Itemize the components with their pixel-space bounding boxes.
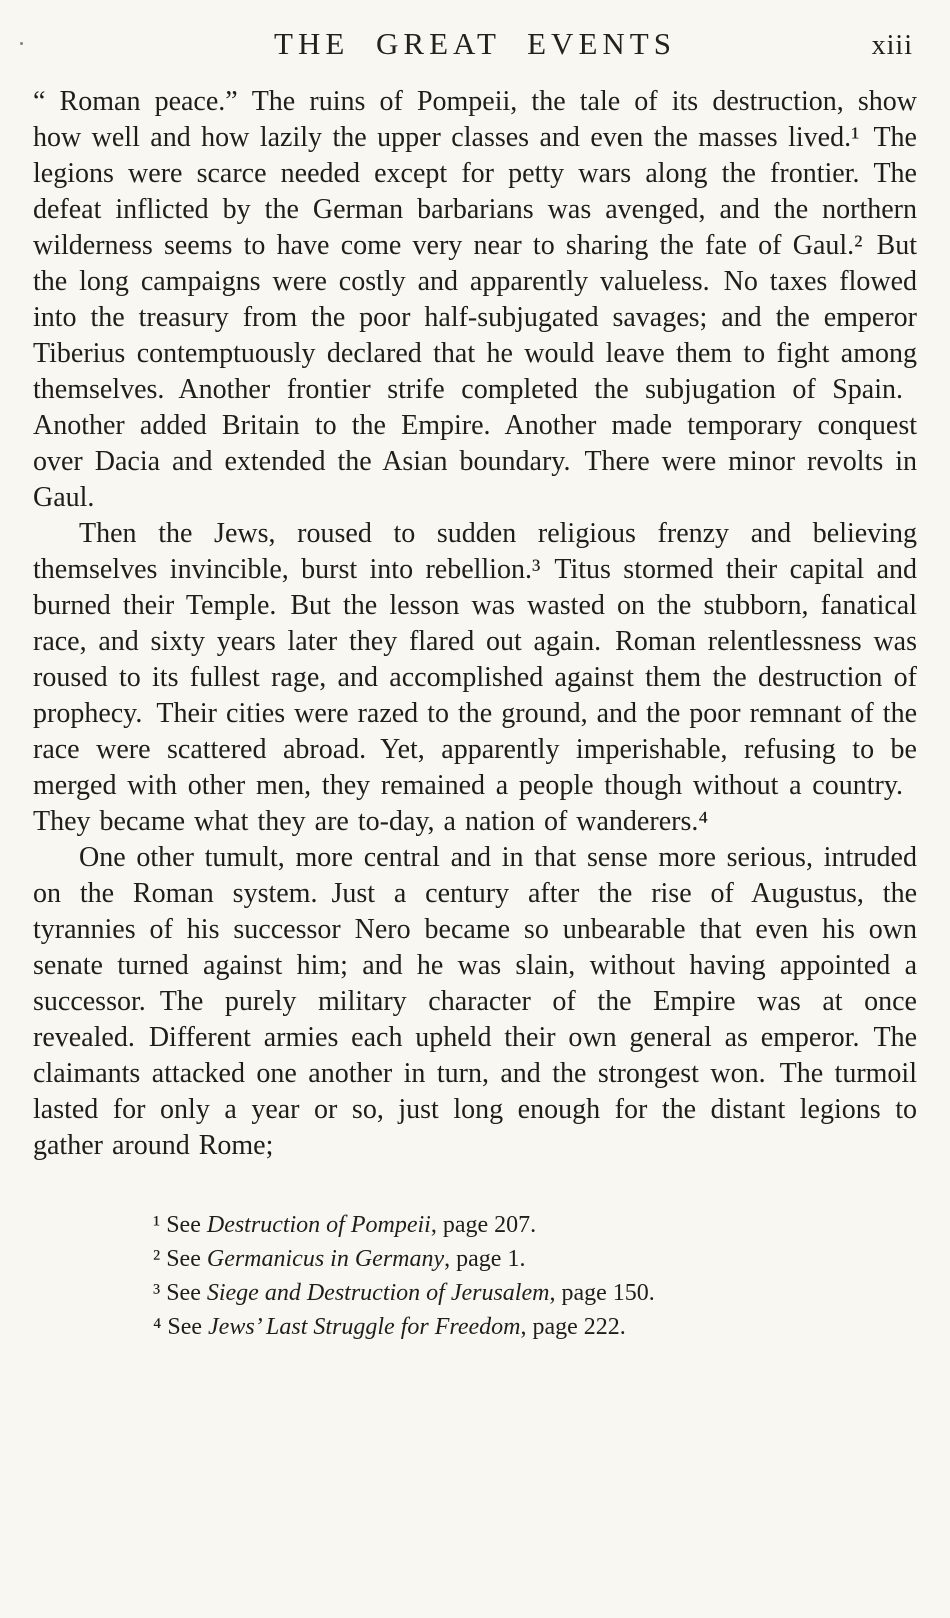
footnote-1 [153,1208,917,1242]
page-header [33,26,917,74]
footnote-prefix: See [166,1280,207,1306]
paragraph-nero-tumult: One other tumult, more central and in that sense more serious, intruded on the Roman system. Just a century after the rise of Augustus, the tyrannies of his successor Nero became so unbearable that even his own senate turned against him; and he was slain, without having appointed a successor. The purely military character of the Empire was at once revealed. Different armies each upheld their own general as emperor. The claimants attacked one another in turn, and the strongest won. The turmoil lasted for only a year or so, just long enough for the distant legions to gather around Rome; [33,842,917,1161]
footnote-2 [153,1242,917,1276]
footnote-suffix: , page 222. [520,1314,626,1340]
footnote-marker: ¹ [153,1212,167,1238]
footnotes-section [33,1208,917,1344]
print-artifact-dot [20,42,23,45]
footnote-marker: ² [153,1246,167,1272]
footnote-prefix: See [166,1246,207,1272]
body-text [33,84,917,1164]
footnote-suffix: , page 207. [430,1212,537,1238]
footnote-4 [153,1310,917,1344]
footnote-suffix: , page 1. [444,1246,526,1272]
running-title: THE GREAT EVENTS [274,26,676,61]
footnote-prefix: See [167,1314,209,1340]
page-number: xiii [871,30,913,61]
footnote-book-title: Germanicus in Germany [206,1246,445,1272]
paragraph-jewish-revolt: Then the Jews, roused to sudden religious frenzy and believing themselves invincible, burst into rebellion.³ Titus stormed their capital and burned their Temple. But the lesson was wasted on the stubborn, fanatical race, and sixty years later they flared out again. Roman relentlessness was roused to its fullest rage, and accomplished against them the destruction of prophecy. Their cities were razed to the ground, and the poor remnant of the race were scattered abroad. Yet, apparently imperishable, refusing to be merged with other men, they remained a people though without a country. They became what they are to-day, a nation of wanderers.⁴ [33,518,917,837]
paragraph-roman-peace: “ Roman peace.” The ruins of Pompeii, the tale of its destruction, show how well and how lazily the upper classes and even the masses lived.¹ The legions were scarce needed except for petty wars along the frontier. The defeat inflicted by the German barbarians was avenged, and the northern wilderness seems to have come very near to sharing the fate of Gaul.² But the long campaigns were costly and apparently valueless. No taxes flowed into the treasury from the poor half-subjugated savages; and the emperor Tiberius contemptuously declared that he would leave them to fight among themselves. Another frontier strife completed the subjugation of Spain. Another added Britain to the Empire. Another made temporary conquest over Dacia and extended the Asian boundary. There were minor revolts in Gaul. [33,86,917,513]
footnote-suffix: , page 150. [549,1280,655,1306]
footnote-marker: ⁴ [153,1314,168,1340]
footnote-prefix: See [166,1212,207,1238]
footnote-book-title: Destruction of Pompeii [206,1212,431,1238]
footnote-book-title: Jews’ Last Struggle for Freedom [208,1314,521,1340]
footnote-marker: ³ [153,1280,167,1306]
footnote-book-title: Siege and Destruction of Jerusalem [206,1280,550,1306]
footnote-3 [153,1276,917,1310]
